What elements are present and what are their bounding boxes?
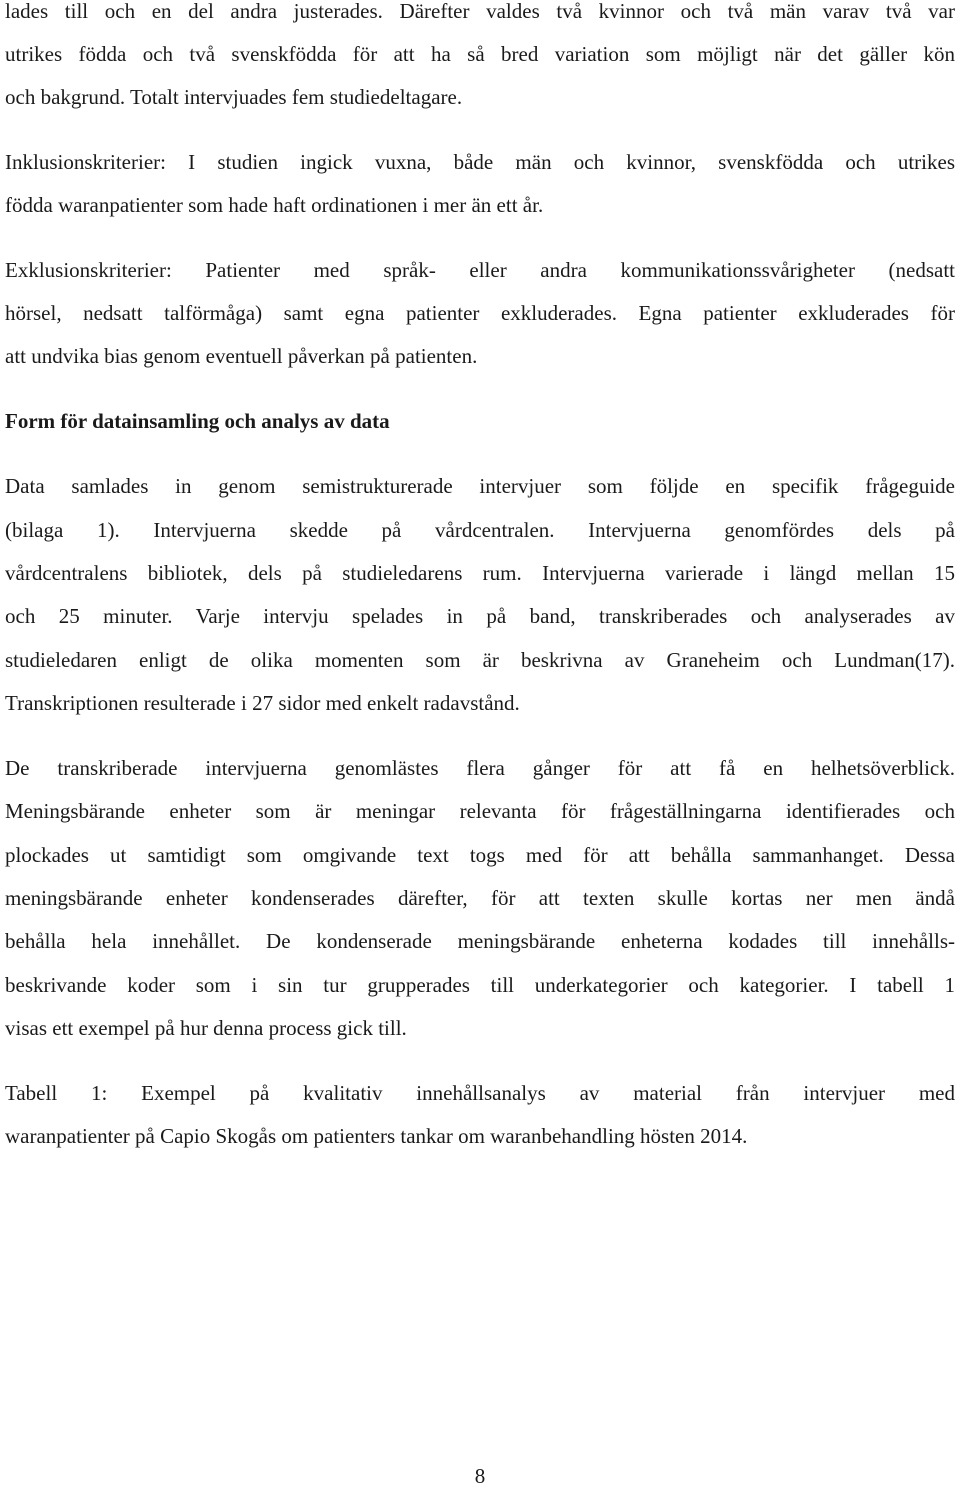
text-line: meningsbärande enheter kondenserades därefter, för att texten skulle kortas ner men ändå <box>5 886 955 910</box>
text-line: att undvika bias genom eventuell påverkan på patienten. <box>5 344 478 368</box>
section-heading: Form för datainsamling och analys av data <box>5 409 390 433</box>
text-line: Inklusionskriterier: I studien ingick vuxna, både män och kvinnor, svenskfödda och utrikes <box>5 150 955 174</box>
text-line: Exklusionskriterier: Patienter med språk- eller andra kommunikationssvårigheter (nedsatt <box>5 258 955 282</box>
text-line: plockades ut samtidigt som omgivande text togs med för att behålla sammanhanget. Dessa <box>5 843 955 867</box>
text-line: födda waranpatienter som hade haft ordinationen i mer än ett år. <box>5 193 544 217</box>
text-line: vårdcentralens bibliotek, dels på studieledarens rum. Intervjuerna varierade i längd mellan 15 <box>5 561 955 585</box>
text-line: och bakgrund. Totalt intervjuades fem studiedeltagare. <box>5 85 463 109</box>
table-caption-line: waranpatienter på Capio Skogås om patienters tankar om waranbehandling hösten 2014. <box>5 1124 748 1148</box>
text-line: beskrivande koder som i sin tur grupperades till underkategorier och kategorier. I tabell 1 <box>5 973 955 997</box>
text-line: De transkriberade intervjuerna genomlästes flera gånger för att få en helhetsöverblick. <box>5 756 955 780</box>
page-number: 8 <box>474 1464 486 1488</box>
text-line: Meningsbärande enheter som är meningar relevanta för frågeställningarna identifierades och <box>5 799 955 823</box>
text-line: visas ett exempel på hur denna process gick till. <box>5 1016 407 1040</box>
text-line: behålla hela innehållet. De kondenserade meningsbärande enheterna kodades till innehålls- <box>5 929 955 953</box>
text-line: hörsel, nedsatt talförmåga) samt egna patienter exkluderades. Egna patienter exkluderades för <box>5 301 955 325</box>
text-line: utrikes födda och två svenskfödda för att ha så bred variation som möjligt när det gäller kön <box>5 42 955 66</box>
text-line: studieledaren enligt de olika momenten som är beskrivna av Graneheim och Lundman(17). <box>5 648 955 672</box>
text-line: lades till och en del andra justerades. Därefter valdes två kvinnor och två män varav två var <box>5 0 955 23</box>
text-line: (bilaga 1). Intervjuerna skedde på vårdcentralen. Intervjuerna genomfördes dels på <box>5 518 955 542</box>
text-line: och 25 minuter. Varje intervju spelades in på band, transkriberades och analyserades av <box>5 604 955 628</box>
text-line: Transkriptionen resulterade i 27 sidor med enkelt radavstånd. <box>5 691 520 715</box>
text-line: Data samlades in genom semistrukturerade intervjuer som följde en specifik frågeguide <box>5 474 955 498</box>
table-caption-line: Tabell 1: Exempel på kvalitativ innehållsanalys av material från intervjuer med <box>5 1081 955 1105</box>
